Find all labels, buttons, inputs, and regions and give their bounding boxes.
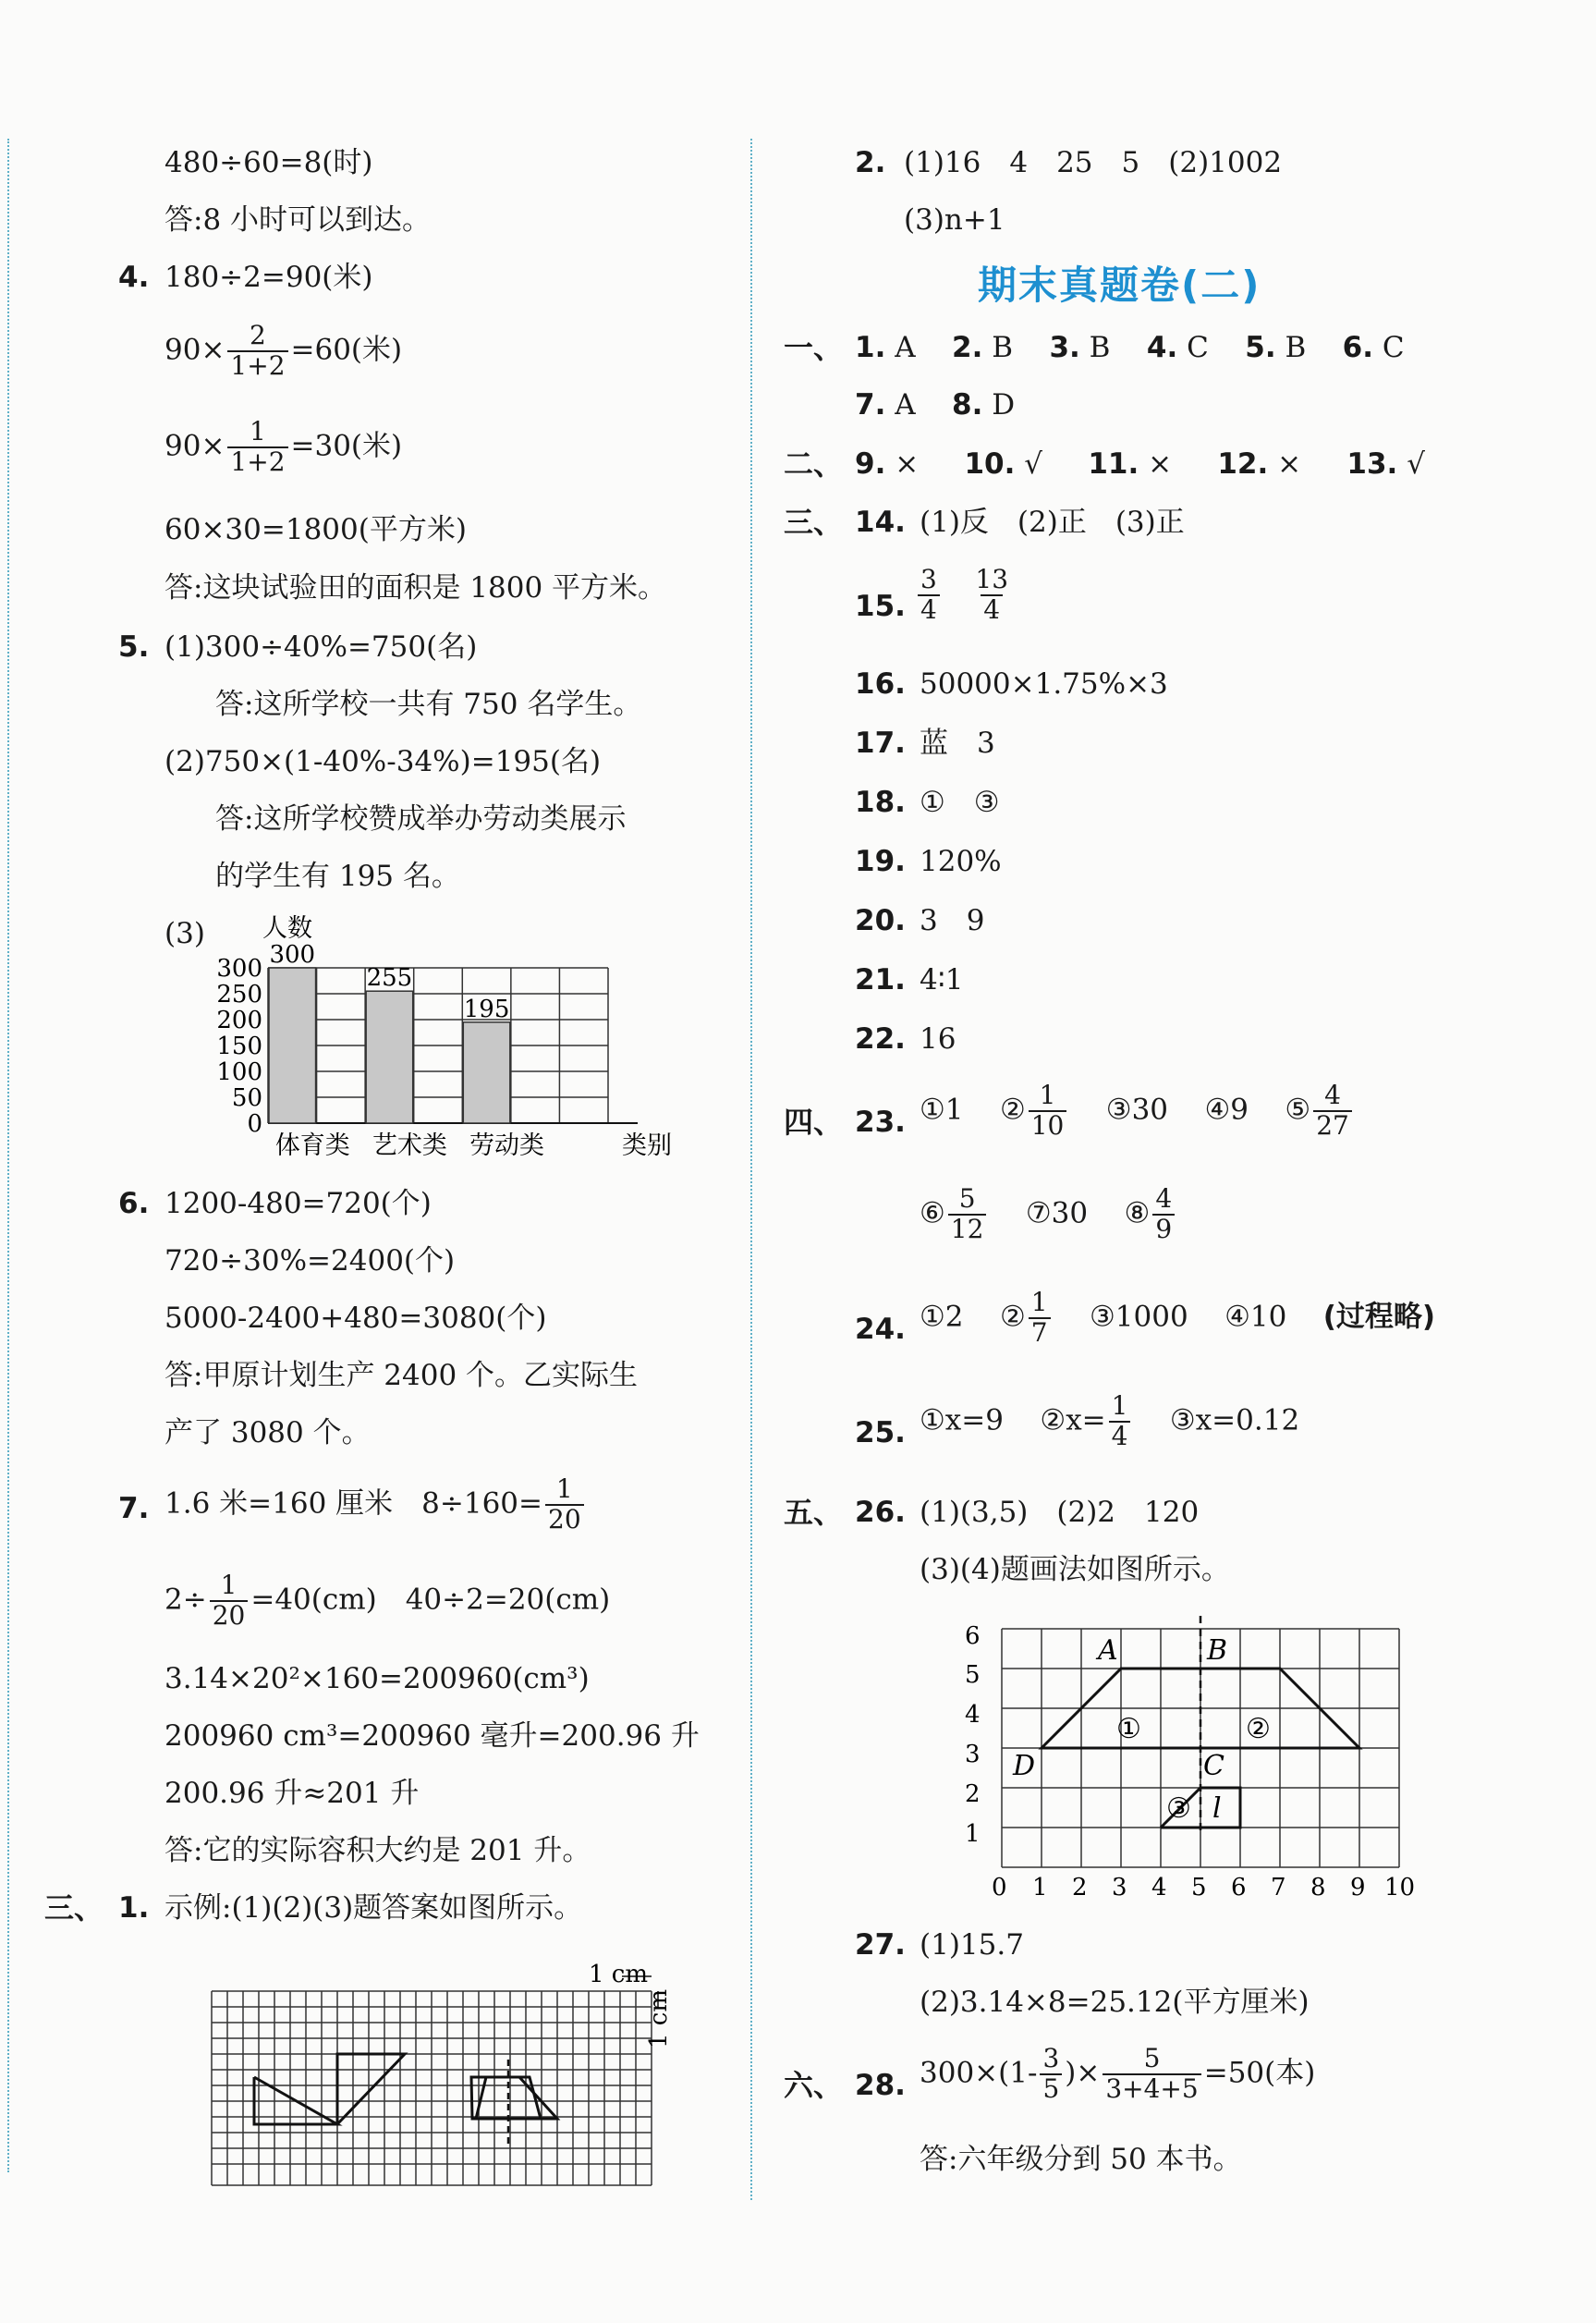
section-5-heading: 五、 <box>784 1495 844 1530</box>
y-tick: 6 <box>965 1622 981 1650</box>
fraction: $\frac{1}{7}$ <box>1029 1289 1051 1348</box>
q6-line-b: 720÷30%=2400(个) <box>164 1244 456 1278</box>
r2-line-b: (3)n+1 <box>904 203 1005 237</box>
q4-line-d: 60×30=1800(平方米) <box>164 513 467 546</box>
r22-text: 16 <box>920 1022 956 1056</box>
r16-text: 50000×1.75%×3 <box>920 667 1168 701</box>
r19-text: 120% <box>920 845 1002 878</box>
drawing-grid <box>199 1950 698 2200</box>
r2-number: 2. <box>855 146 886 179</box>
q6-line-a: 1200-480=720(个) <box>164 1187 432 1220</box>
q7-line-e: 200.96 升≈201 升 <box>164 1777 420 1810</box>
r23-number: 23. <box>855 1106 906 1139</box>
q3-1-number: 1. <box>118 1891 150 1925</box>
fraction: $\frac{4}{9}$ <box>1152 1185 1175 1244</box>
bar-value-label: 255 <box>366 964 413 993</box>
r20-number: 20. <box>855 904 906 937</box>
q5-line-c: (2)750×(1-40%-34%)=195(名) <box>164 745 602 778</box>
y-tick-label: 200 <box>216 1007 262 1034</box>
y-tick-label: 100 <box>216 1058 262 1086</box>
r26-number: 26. <box>855 1496 906 1529</box>
y-tick-label: 150 <box>216 1033 262 1060</box>
r17-text: 蓝 3 <box>920 727 995 760</box>
fraction: $\frac{5}{12}$ <box>948 1185 987 1244</box>
point-d-label: D <box>1013 1750 1036 1782</box>
q5-line-a: (1)300÷40%=750(名) <box>164 630 478 664</box>
q5-answer-1: 答:这所学校一共有 750 名学生。 <box>215 688 642 721</box>
region-3-label: ③ <box>1166 1792 1191 1825</box>
section-1-row-1: 1. A 2. B 3. B 4. C 5. B 6. C <box>855 331 1405 364</box>
category-label: 体育类 <box>274 1131 350 1160</box>
r15-number: 15. <box>855 590 906 623</box>
fraction: $\frac{13}{4}$ <box>975 564 1009 625</box>
q5-answer-2b: 的学生有 195 名。 <box>215 860 460 893</box>
q7-line-b: 2÷ $\frac{1}{20}$ =40(cm) 40÷2=20(cm) <box>164 1570 611 1631</box>
grid-scale-top: 1 cm <box>589 1961 649 1988</box>
q4-number: 4. <box>118 261 150 294</box>
point-a-label: A <box>1098 1634 1118 1667</box>
r22-number: 22. <box>855 1022 906 1056</box>
r24-number: 24. <box>855 1313 906 1346</box>
r23-line-1: ①1 ② $\frac{1}{10}$ ③30 ④9 ⑤ $\frac{4}{27}$ <box>920 1082 1355 1141</box>
section-4-heading: 四、 <box>784 1105 844 1140</box>
y-tick: 2 <box>965 1780 981 1808</box>
q4-answer: 答:这块试验田的面积是 1800 平方米。 <box>164 571 667 605</box>
x-tick: 1 <box>1032 1874 1048 1901</box>
category-label: 劳动类 <box>469 1131 545 1160</box>
x-tick: 7 <box>1271 1874 1286 1901</box>
bar-value-label: 300 <box>269 941 316 969</box>
bar-2 <box>366 991 413 1123</box>
r28-answer: 答:六年级分到 50 本书。 <box>920 2143 1242 2176</box>
r28-text: 300×(1- $\frac{3}{5}$ )× $\frac{5}{3+4+5}$ =50(本) <box>920 2043 1316 2104</box>
y-tick-label: 300 <box>216 955 262 983</box>
q3-answer: 答:8 小时可以到达。 <box>164 203 432 237</box>
r24-text: ①2 ② $\frac{1}{7}$ ③1000 ④10 (过程略) <box>920 1287 1436 1348</box>
bar-value-label: 195 <box>463 995 510 1023</box>
section-2-heading: 二、 <box>784 446 844 482</box>
left-dotted-line <box>7 139 9 2172</box>
middle-dotted-line <box>750 139 752 2200</box>
q6-answer-b: 产了 3080 个。 <box>164 1416 371 1449</box>
bar-1 <box>269 968 316 1123</box>
section-3-heading: 三、 <box>44 1890 104 1926</box>
y-tick-label: 50 <box>231 1084 262 1112</box>
q6-line-c: 5000-2400+480=3080(个) <box>164 1302 547 1335</box>
r28-number: 28. <box>855 2069 906 2102</box>
r21-text: 4∶1 <box>920 963 964 996</box>
point-c-label: C <box>1203 1750 1224 1782</box>
y-tick: 3 <box>965 1741 981 1768</box>
r15-text <box>915 566 1014 625</box>
fraction: $\frac{1}{20}$ <box>545 1475 584 1534</box>
q3-line-1: 480÷60=8(时) <box>164 146 373 179</box>
r25-text: ①x=9 ②x= $\frac{1}{4}$ ③x=0.12 <box>920 1390 1300 1451</box>
q7-line-c: 3.14×20²×160=200960(cm³) <box>164 1662 590 1695</box>
q7-answer: 答:它的实际容积大约是 201 升。 <box>164 1834 591 1867</box>
r19-number: 19. <box>855 845 906 878</box>
fraction: $\frac{1}{4}$ <box>1109 1392 1131 1451</box>
y-axis-label: 人数 <box>262 914 312 943</box>
category-label: 艺术类 <box>372 1131 447 1160</box>
r25-number: 25. <box>855 1416 906 1449</box>
section-2-row: 9. × 10. √ 11. × 12. × 13. √ <box>855 447 1425 481</box>
r2-line-a: (1)16 4 25 5 (2)1002 <box>904 146 1283 179</box>
y-tick-label: 250 <box>216 981 262 1009</box>
x-axis-label: 类别 <box>622 1131 672 1160</box>
q4-line-a: 180÷2=90(米) <box>164 261 373 294</box>
r16-number: 16. <box>855 667 906 701</box>
region-1-label: ① <box>1116 1713 1141 1745</box>
bar-3 <box>463 1022 510 1123</box>
fraction: $\frac{1}{10}$ <box>1029 1082 1067 1141</box>
r14-text: (1)反 (2)正 (3)正 <box>920 506 1185 539</box>
y-tick: 5 <box>965 1661 981 1689</box>
q7-number: 7. <box>118 1492 150 1525</box>
x-tick: 4 <box>1151 1874 1167 1901</box>
q5-answer-2a: 答:这所学校赞成举办劳动类展示 <box>215 802 627 836</box>
fraction: $\frac{1}{20}$ <box>210 1571 249 1631</box>
y-tick: 4 <box>965 1701 981 1729</box>
x-tick: 5 <box>1191 1874 1207 1901</box>
fraction: $\frac{3}{4}$ <box>918 566 940 625</box>
bar-chart <box>213 911 675 1165</box>
r23-line-2: ⑥ $\frac{5}{12}$ ⑦30 ⑧ $\frac{4}{9}$ <box>920 1185 1177 1244</box>
section-1-heading: 一、 <box>784 330 844 365</box>
section-1-row-2: 7. A 8. D <box>855 388 1016 422</box>
line-l-label: l <box>1212 1792 1222 1825</box>
r27-number: 27. <box>855 1928 906 1962</box>
r14-number: 14. <box>855 506 906 539</box>
r26-line-b: (3)(4)题画法如图所示。 <box>920 1553 1230 1586</box>
q5-number: 5. <box>118 630 150 664</box>
r18-text: ① ③ <box>920 786 1000 819</box>
r27-line-a: (1)15.7 <box>920 1928 1024 1962</box>
fraction: $\frac{4}{27}$ <box>1313 1082 1352 1141</box>
r20-text: 3 9 <box>920 904 985 937</box>
q7-line-a: 1.6 米=160 厘米 8÷160= $\frac{1}{20}$ <box>164 1475 587 1534</box>
fraction: $\frac{2}{1+2}$ <box>227 322 287 381</box>
r18-number: 18. <box>855 786 906 819</box>
section-6-heading: 六、 <box>784 2068 844 2103</box>
q5-part-3: (3) <box>164 917 205 950</box>
point-b-label: B <box>1207 1634 1228 1667</box>
q6-answer-a: 答:甲原计划生产 2400 个。乙实际生 <box>164 1359 639 1392</box>
page-title: 期末真题卷(二) <box>978 263 1261 308</box>
grid-scale-side: 1 cm <box>645 1988 673 2048</box>
q3-1-text: 示例:(1)(2)(3)题答案如图所示。 <box>164 1891 583 1925</box>
x-tick: 8 <box>1310 1874 1326 1901</box>
y-tick: 1 <box>965 1820 981 1848</box>
r26-line-a: (1)(3,5) (2)2 120 <box>920 1496 1200 1529</box>
q7-line-d: 200960 cm³=200960 毫升=200.96 升 <box>164 1719 700 1753</box>
coordinate-grid <box>961 1608 1442 1913</box>
q4-line-b: 90× $\frac{2}{1+2}$ =60(米) <box>164 320 403 381</box>
q6-number: 6. <box>118 1187 150 1220</box>
fraction: $\frac{5}{3+4+5}$ <box>1103 2045 1200 2104</box>
r21-number: 21. <box>855 963 906 996</box>
x-tick: 2 <box>1072 1874 1088 1901</box>
r17-number: 17. <box>855 727 906 760</box>
x-tick: 9 <box>1350 1874 1366 1901</box>
x-tick: 6 <box>1231 1874 1247 1901</box>
y-tick-label: 0 <box>247 1110 262 1138</box>
x-tick: 3 <box>1112 1874 1127 1901</box>
fraction: $\frac{1}{1+2}$ <box>227 418 287 477</box>
region-2-label: ② <box>1246 1713 1271 1745</box>
q4-line-c: 90× $\frac{1}{1+2}$ =30(米) <box>164 416 403 477</box>
x-tick: 0 <box>992 1874 1007 1901</box>
section-3r-heading: 三、 <box>784 505 844 540</box>
r27-line-b: (2)3.14×8=25.12(平方厘米) <box>920 1986 1310 2019</box>
fraction: $\frac{3}{5}$ <box>1040 2045 1062 2104</box>
x-tick: 10 <box>1384 1874 1416 1901</box>
